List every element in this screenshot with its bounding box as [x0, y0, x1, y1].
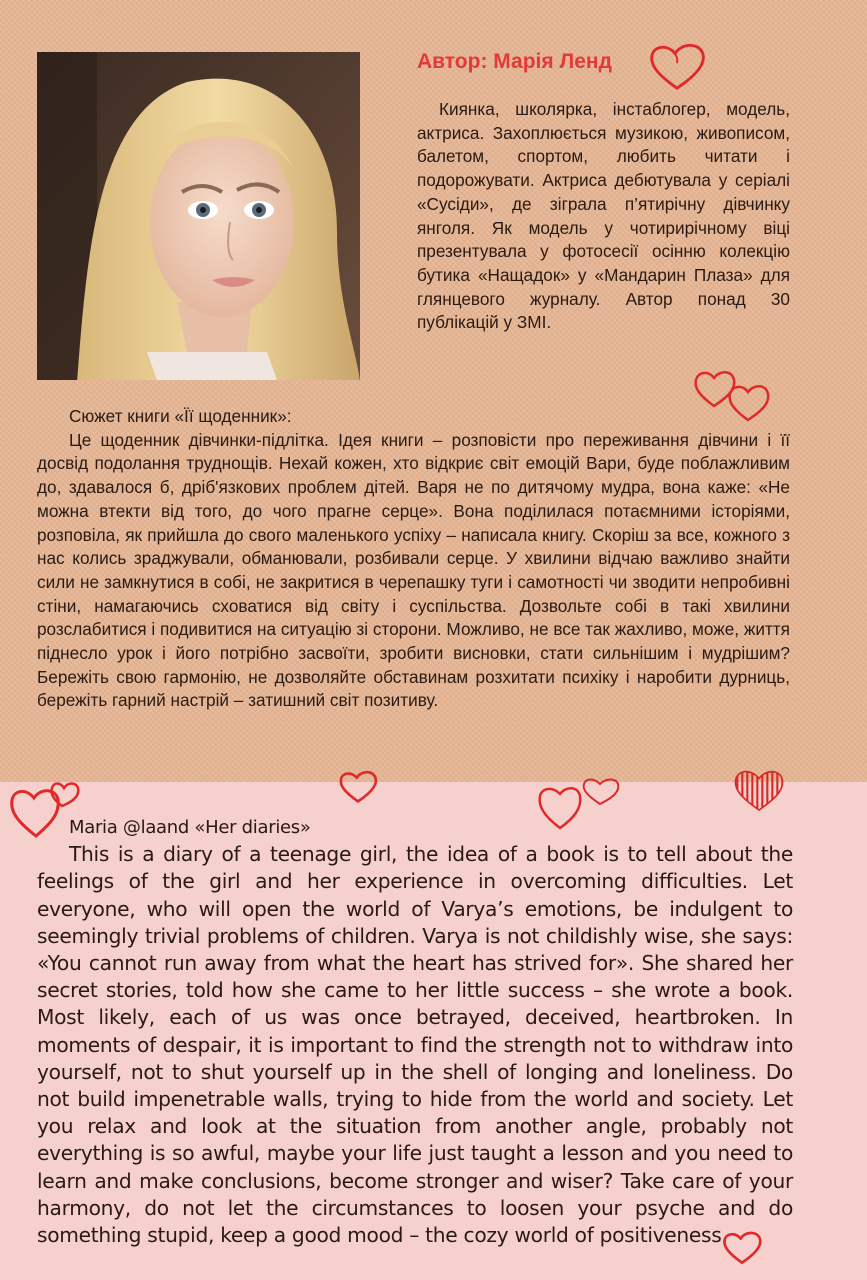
striped-heart-icon: [734, 768, 784, 812]
heart-outline-icon: [722, 1230, 762, 1266]
author-bio: Киянка, школярка, інстаблогер, модель, актриса. Захоплюється музикою, живописом, балетом, спортом, любить читати і подорожувати. Актриса дебютувала у серіалі «Сусіди», де зіграла п’ятирічну дівчинку янголя. Як модель у чотирирічному віці презентувала у фотосесії осінню колекцію бутика «Нащадок» у «Мандарин Плаза» для глянцевого журналу. Автор понад 30 публікацій у ЗМІ.: [417, 99, 790, 333]
double-heart-icon: [536, 774, 624, 832]
heart-outline-icon: [338, 770, 378, 804]
plot-heading: Сюжет книги «Її щоденник»:: [69, 406, 292, 426]
plot-section: [37, 405, 790, 713]
double-heart-icon: [8, 772, 80, 840]
author-title: Автор: Марія Ленд: [417, 50, 612, 73]
english-section: [37, 814, 793, 1249]
double-heart-icon: [692, 368, 770, 424]
plot-body: Це щоденник дівчинки-підлітка. Ідея книги – розповісти про переживання дівчини і її досвід подолання труднощів. Нехай кожен, хто відкриє світ емоцій Вари, буде поблажливим до, здавалося б, дріб'язкових проблем дітей. Варя не по дитячому мудра, вона каже: «Не можна втекти від того, до чого прагне серце». Вона поділилася потаємними історіями, розповіла, як прийшла до свого маленького успіху – написала книгу. Скоріш за все, кожного з нас колись зраджували, обманювали, розбивали серце. У хвилини відчаю важливо знайти сили не замкнутися в собі, не закритися в черепашку туги і самотності чи зводити непробивні стіни, намагаючись сховатися від світу і суспільства. Дозвольте собі в такі хвилини розслабитися і подивитися на ситуацію зі сторони. Можливо, не все так жахливо, може, життя піднесло урок і його потрібно засвоїти, зробити висновки, стати сильнішим і мудрішим? Бережіть свою гармонію, не дозволяйте обставинам розхитати психіку і наробити дурниць, бережіть гарний настрій – затишний світ позитиву.: [37, 429, 790, 711]
english-heading: Maria @laand «Her diaries»: [69, 817, 311, 838]
author-photo: [37, 52, 360, 380]
english-body: This is a diary of a teenage girl, the idea of a book is to tell about the feelings of the girl and her experience in overcoming difficulties. Let everyone, who will open the world of Varya’s emotions, be indulgent to seemingly trivial problems of children. Varya is not childishly wise, she says: «You cannot run away from what the heart has strived for». She shared her secret stories, told how she came to her little success – she wrote a book. Most likely, each of us was once betrayed, deceived, heartbroken. In moments of despair, it is important to find the strength not to withdraw into yourself, not to shut yourself up in the shell of longing and loneliness. Do not build impenetrable walls, trying to hide from the world and society. Let you relax and look at the situation from another angle, probably not everything is so awful, maybe your life just taught a lesson and you need to learn and make conclusions, become stronger and wiser? Take care of your harmony, do not let the circumstances to loosen your psyche and do something stupid, keep a good mood – the cozy world of positiveness.: [37, 842, 793, 1248]
heart-outline-icon: [648, 42, 706, 92]
